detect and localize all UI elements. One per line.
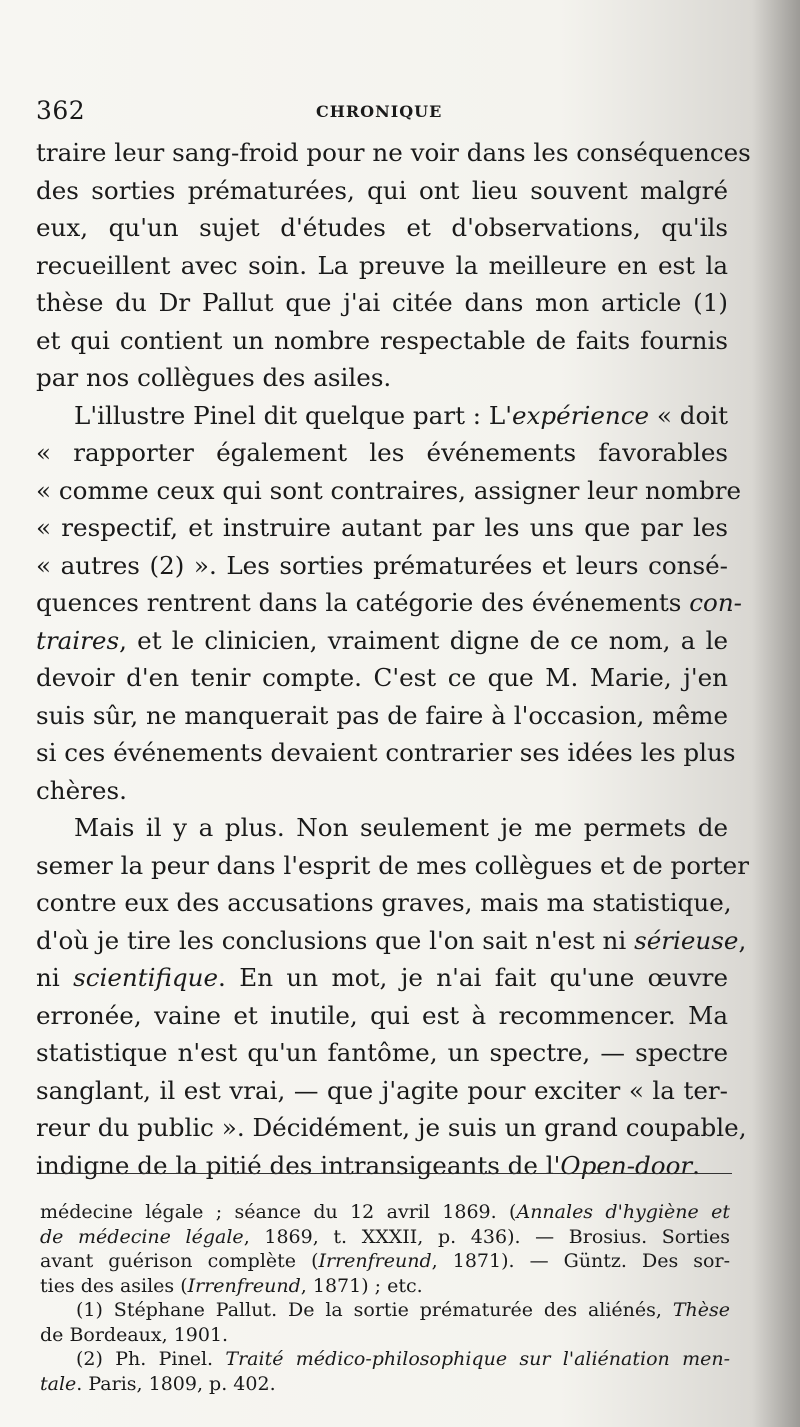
- text-line: [36, 247, 728, 285]
- line-text: « rapporter également les événements favorables: [36, 438, 728, 467]
- line-text: .: [692, 1150, 700, 1180]
- text-line: [36, 509, 728, 547]
- line-text: statistique n'est qu'un fantôme, un spectre, — spectre: [36, 1038, 728, 1067]
- line-text: , 1871) ; etc.: [300, 1274, 423, 1297]
- text-line: [36, 847, 749, 885]
- footnotes: [40, 1200, 730, 1396]
- footnote-line: [40, 1347, 730, 1372]
- line-text: ni: [36, 963, 74, 992]
- line-text: , 1871). — Güntz. Des sor-: [431, 1250, 730, 1272]
- text-line: [36, 622, 728, 660]
- line-text: recueillent avec soin. La preuve la meilleure en est la: [36, 250, 728, 280]
- line-text: indigne de la pitié des intransigeants de l': [36, 1150, 561, 1180]
- line-text: devoir d'en tenir compte. C'est ce que M. Marie, j'en: [36, 663, 728, 692]
- line-text: . Paris, 1809, p. 402.: [76, 1372, 276, 1395]
- italic-text: Thèse: [672, 1299, 730, 1321]
- text-line: [36, 884, 732, 922]
- footnote-line: [40, 1200, 730, 1225]
- line-text: reur du public ». Décidément, je suis un grand coupable,: [36, 1113, 747, 1142]
- italic-text: scientifique: [73, 963, 219, 992]
- text-line: [36, 922, 747, 960]
- line-text: « doit: [649, 400, 729, 430]
- running-head: CHRONIQUE: [316, 102, 443, 121]
- text-line: [36, 547, 728, 585]
- text-line: [36, 284, 728, 322]
- text-line: [36, 584, 742, 622]
- footnote-rule: [40, 1173, 732, 1174]
- text-line: [36, 359, 728, 397]
- line-text: semer la peur dans l'esprit de mes collègues et de porter: [36, 850, 749, 880]
- footnote-line: [40, 1323, 730, 1348]
- italic-text: Traité médico-philosophique sur l'aliénation men-: [225, 1348, 730, 1370]
- line-text: et qui contient un nombre respectable de faits fournis: [36, 325, 728, 355]
- text-line: [36, 209, 728, 247]
- footnote-line: [40, 1274, 730, 1299]
- italic-text: Irrenfreund: [187, 1274, 301, 1297]
- line-text: , 1869, t. XXXII, p. 436). — Brosius. Sorties: [243, 1225, 731, 1248]
- line-text: suis sûr, ne manquerait pas de faire à l'occasion, même: [36, 700, 728, 730]
- line-text: thèse du Dr Pallut que j'ai citée dans mon article (1): [36, 288, 728, 317]
- line-text: erronée, vaine et inutile, qui est à recommencer. Ma: [36, 1000, 728, 1030]
- line-text: sanglant, il est vrai, — que j'agite pour exciter « la ter-: [36, 1075, 728, 1105]
- line-text: avant guérison complète (: [40, 1250, 319, 1272]
- italic-text: sérieuse: [634, 925, 739, 955]
- line-text: quences rentrent dans la catégorie des événements: [36, 588, 690, 617]
- footnote-line: [40, 1225, 730, 1250]
- line-text: traire leur sang-froid pour ne voir dans les conséquences: [36, 138, 751, 167]
- footnote-line: [40, 1249, 730, 1274]
- text-line: [36, 1147, 728, 1185]
- line-text: « comme ceux qui sont contraires, assigner leur nombre: [36, 475, 742, 505]
- line-text: ties des asiles (: [40, 1274, 188, 1297]
- text-line: [36, 809, 728, 847]
- italic-text: expérience: [511, 400, 650, 430]
- italic-text: Annales d'hygiène et: [516, 1201, 730, 1223]
- text-line: [36, 659, 728, 697]
- page-header: [36, 96, 726, 136]
- italic-text: traires: [36, 625, 120, 655]
- text-line: [36, 734, 736, 772]
- line-text: (2) Ph. Pinel.: [76, 1348, 226, 1370]
- line-text: , et le clinicien, vraiment digne de ce nom, a le: [119, 625, 728, 655]
- text-line: [36, 1072, 728, 1110]
- footnote-line: [40, 1372, 730, 1397]
- text-line: [36, 697, 728, 735]
- line-text: contre eux des accusations graves, mais ma statistique,: [36, 888, 732, 917]
- italic-text: de médecine légale: [40, 1225, 244, 1248]
- footnote-line: [40, 1298, 730, 1323]
- text-line: [36, 434, 728, 472]
- line-text: . En un mot, je n'ai fait qu'une œuvre: [218, 963, 728, 992]
- body-text: [36, 134, 751, 1184]
- text-line: [36, 1109, 747, 1147]
- line-text: eux, qu'un sujet d'études et d'observations, qu'ils: [36, 213, 728, 242]
- line-text: Mais il y a plus. Non seulement je me permets de: [74, 813, 728, 842]
- line-text: « respectif, et instruire autant par les uns que par les: [36, 513, 728, 542]
- text-line: [36, 1034, 728, 1072]
- line-text: L'illustre Pinel dit quelque part : L': [74, 400, 512, 430]
- line-text: d'où je tire les conclusions que l'on sait n'est ni: [36, 925, 635, 955]
- line-text: médecine légale ; séance du 12 avril 1869. (: [40, 1201, 517, 1223]
- line-text: ,: [738, 925, 747, 955]
- line-text: « autres (2) ». Les sorties prématurées et leurs consé-: [36, 550, 728, 580]
- page-number: 362: [36, 96, 86, 125]
- line-text: chères.: [36, 775, 127, 805]
- italic-text: tale: [40, 1372, 77, 1395]
- line-text: par nos collègues des asiles.: [36, 363, 392, 392]
- italic-text: Open-door: [560, 1150, 693, 1180]
- text-line: [36, 172, 728, 210]
- italic-text: con-: [689, 588, 742, 617]
- text-line: [36, 397, 728, 435]
- line-text: (1) Stéphane Pallut. De la sortie prématurée des aliénés,: [76, 1299, 673, 1321]
- text-line: [36, 772, 728, 810]
- line-text: des sorties prématurées, qui ont lieu souvent malgré: [36, 175, 728, 205]
- text-line: [36, 997, 728, 1035]
- line-text: de Bordeaux, 1901.: [40, 1323, 229, 1346]
- text-line: [36, 472, 742, 510]
- text-line: [36, 134, 751, 172]
- text-line: [36, 959, 728, 997]
- text-line: [36, 322, 728, 360]
- italic-text: Irrenfreund: [318, 1250, 432, 1272]
- line-text: si ces événements devaient contrarier ses idées les plus: [36, 738, 736, 767]
